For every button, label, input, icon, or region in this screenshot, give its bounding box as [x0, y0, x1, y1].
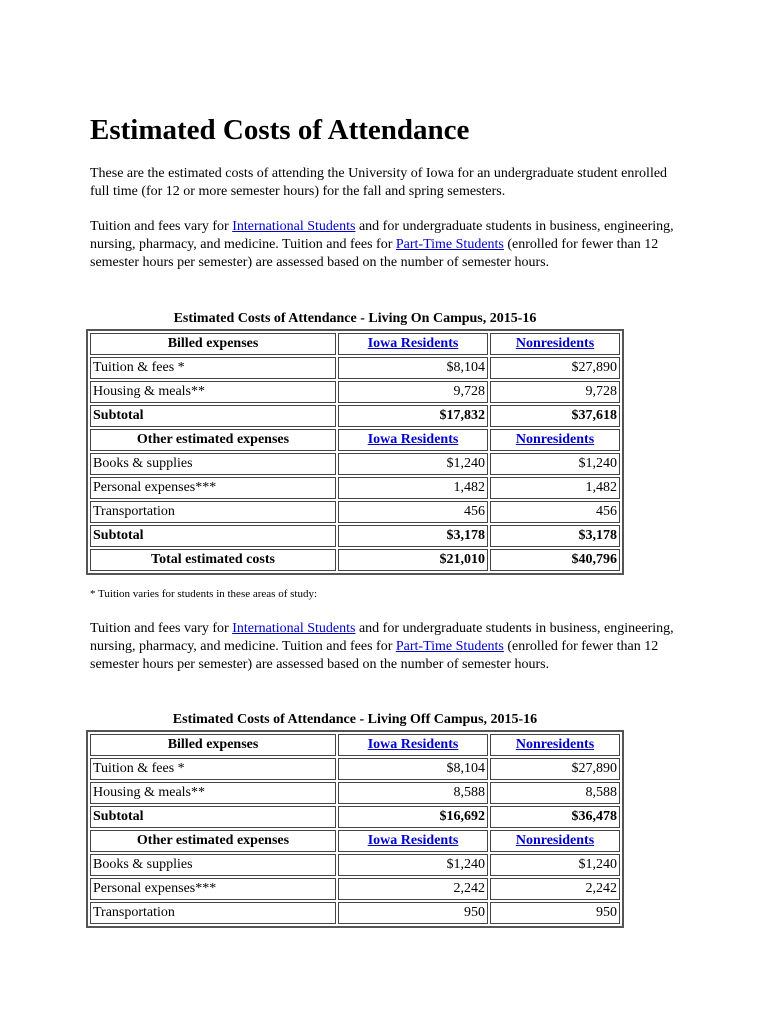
table-row	[90, 501, 620, 523]
resident-cost: 950	[338, 902, 488, 924]
resident-cost: $1,240	[338, 453, 488, 475]
column-header	[490, 734, 620, 756]
nonresident-cost: 456	[490, 501, 620, 523]
row-label: Personal expenses***	[90, 477, 336, 499]
nonresidents-link[interactable]: Nonresidents	[515, 336, 595, 351]
part-time-students-link[interactable]: Part-Time Students	[395, 639, 504, 654]
resident-cost: $1,240	[338, 854, 488, 876]
column-header	[338, 429, 488, 451]
table-row	[90, 782, 620, 804]
resident-cost: 1,482	[338, 477, 488, 499]
nonresident-cost: 2,242	[490, 878, 620, 900]
iowa-residents-link[interactable]: Iowa Residents	[367, 336, 459, 351]
nonresident-cost: $27,890	[490, 758, 620, 780]
table-row	[90, 405, 620, 427]
row-label: Housing & meals**	[90, 782, 336, 804]
resident-cost: 9,728	[338, 381, 488, 403]
tuition-note-text: (enrolled for fewer than 12 semester hours per semester) are assessed based on the number of semester hours.	[90, 237, 659, 270]
column-header	[490, 830, 620, 852]
row-label: Books & supplies	[90, 453, 336, 475]
nonresident-cost: $3,178	[490, 525, 620, 547]
row-label: Tuition & fees *	[90, 758, 336, 780]
resident-cost: $8,104	[338, 357, 488, 379]
international-students-link[interactable]: International Students	[232, 621, 356, 636]
other-expenses-header: Other estimated expenses	[90, 429, 336, 451]
nonresident-cost: $36,478	[490, 806, 620, 828]
tuition-note-text: and for undergraduate students in business, engineering, nursing, pharmacy, and medicine. Tuition and fees for	[90, 219, 674, 252]
tuition-note-text: Tuition and fees vary for	[90, 621, 233, 636]
subtotal-label: Subtotal	[90, 806, 336, 828]
table-row	[90, 902, 620, 924]
table-row	[90, 830, 620, 852]
intro-paragraph: These are the estimated costs of attending the University of Iowa for an undergraduate student enrolled full time (for 12 or more semester hours) for the fall and spring semesters.	[90, 166, 668, 199]
table-row	[90, 381, 620, 403]
nonresident-cost: 1,482	[490, 477, 620, 499]
off-campus-table-caption: Estimated Costs of Attendance - Living Off Campus, 2015-16	[172, 712, 538, 727]
table-row	[90, 758, 620, 780]
column-header	[490, 429, 620, 451]
table-row	[90, 878, 620, 900]
nonresident-cost: $1,240	[490, 854, 620, 876]
table-row	[90, 357, 620, 379]
subtotal-label: Subtotal	[90, 525, 336, 547]
part-time-students-link[interactable]: Part-Time Students	[395, 237, 504, 252]
table-row	[90, 429, 620, 451]
resident-cost: 8,588	[338, 782, 488, 804]
on-campus-table-caption: Estimated Costs of Attendance - Living On Campus, 2015-16	[173, 311, 537, 326]
table-row	[90, 806, 620, 828]
nonresident-total: $40,796	[490, 549, 620, 571]
nonresident-cost: 950	[490, 902, 620, 924]
table-row	[90, 525, 620, 547]
iowa-residents-link[interactable]: Iowa Residents	[367, 737, 459, 752]
resident-cost: 2,242	[338, 878, 488, 900]
other-expenses-header: Other estimated expenses	[90, 830, 336, 852]
billed-expenses-header: Billed expenses	[90, 333, 336, 355]
billed-expenses-header: Billed expenses	[90, 734, 336, 756]
row-label: Housing & meals**	[90, 381, 336, 403]
column-header	[338, 830, 488, 852]
resident-cost: 456	[338, 501, 488, 523]
nonresident-cost: 8,588	[490, 782, 620, 804]
table-row	[90, 854, 620, 876]
off-campus-costs-table	[86, 730, 624, 928]
resident-cost: $16,692	[338, 806, 488, 828]
nonresident-cost: $37,618	[490, 405, 620, 427]
nonresidents-link[interactable]: Nonresidents	[515, 833, 595, 848]
subtotal-label: Subtotal	[90, 405, 336, 427]
row-label: Books & supplies	[90, 854, 336, 876]
tuition-note-text: (enrolled for fewer than 12 semester hours per semester) are assessed based on the number of semester hours.	[90, 639, 659, 672]
column-header	[490, 333, 620, 355]
nonresidents-link[interactable]: Nonresidents	[515, 432, 595, 447]
nonresident-cost: $1,240	[490, 453, 620, 475]
column-header	[338, 333, 488, 355]
total-label: Total estimated costs	[90, 549, 336, 571]
page-title: Estimated Costs of Attendance	[90, 114, 470, 146]
tuition-note-paragraph	[90, 620, 680, 674]
table-row	[90, 333, 620, 355]
table-row	[90, 453, 620, 475]
resident-cost: $17,832	[338, 405, 488, 427]
nonresidents-link[interactable]: Nonresidents	[515, 737, 595, 752]
table-row	[90, 734, 620, 756]
table-row	[90, 477, 620, 499]
tuition-note-text: and for undergraduate students in business, engineering, nursing, pharmacy, and medicine. Tuition and fees for	[90, 621, 674, 654]
tuition-note-paragraph	[90, 218, 680, 272]
table-row	[90, 549, 620, 571]
resident-cost: $8,104	[338, 758, 488, 780]
iowa-residents-link[interactable]: Iowa Residents	[367, 833, 459, 848]
tuition-note-text: Tuition and fees vary for	[90, 219, 233, 234]
tuition-footnote: * Tuition varies for students in these areas of study:	[90, 588, 318, 600]
nonresident-cost: 9,728	[490, 381, 620, 403]
row-label: Transportation	[90, 501, 336, 523]
row-label: Personal expenses***	[90, 878, 336, 900]
resident-total: $21,010	[338, 549, 488, 571]
on-campus-costs-table	[86, 329, 624, 575]
international-students-link[interactable]: International Students	[232, 219, 356, 234]
row-label: Transportation	[90, 902, 336, 924]
resident-cost: $3,178	[338, 525, 488, 547]
row-label: Tuition & fees *	[90, 357, 336, 379]
column-header	[338, 734, 488, 756]
nonresident-cost: $27,890	[490, 357, 620, 379]
iowa-residents-link[interactable]: Iowa Residents	[367, 432, 459, 447]
